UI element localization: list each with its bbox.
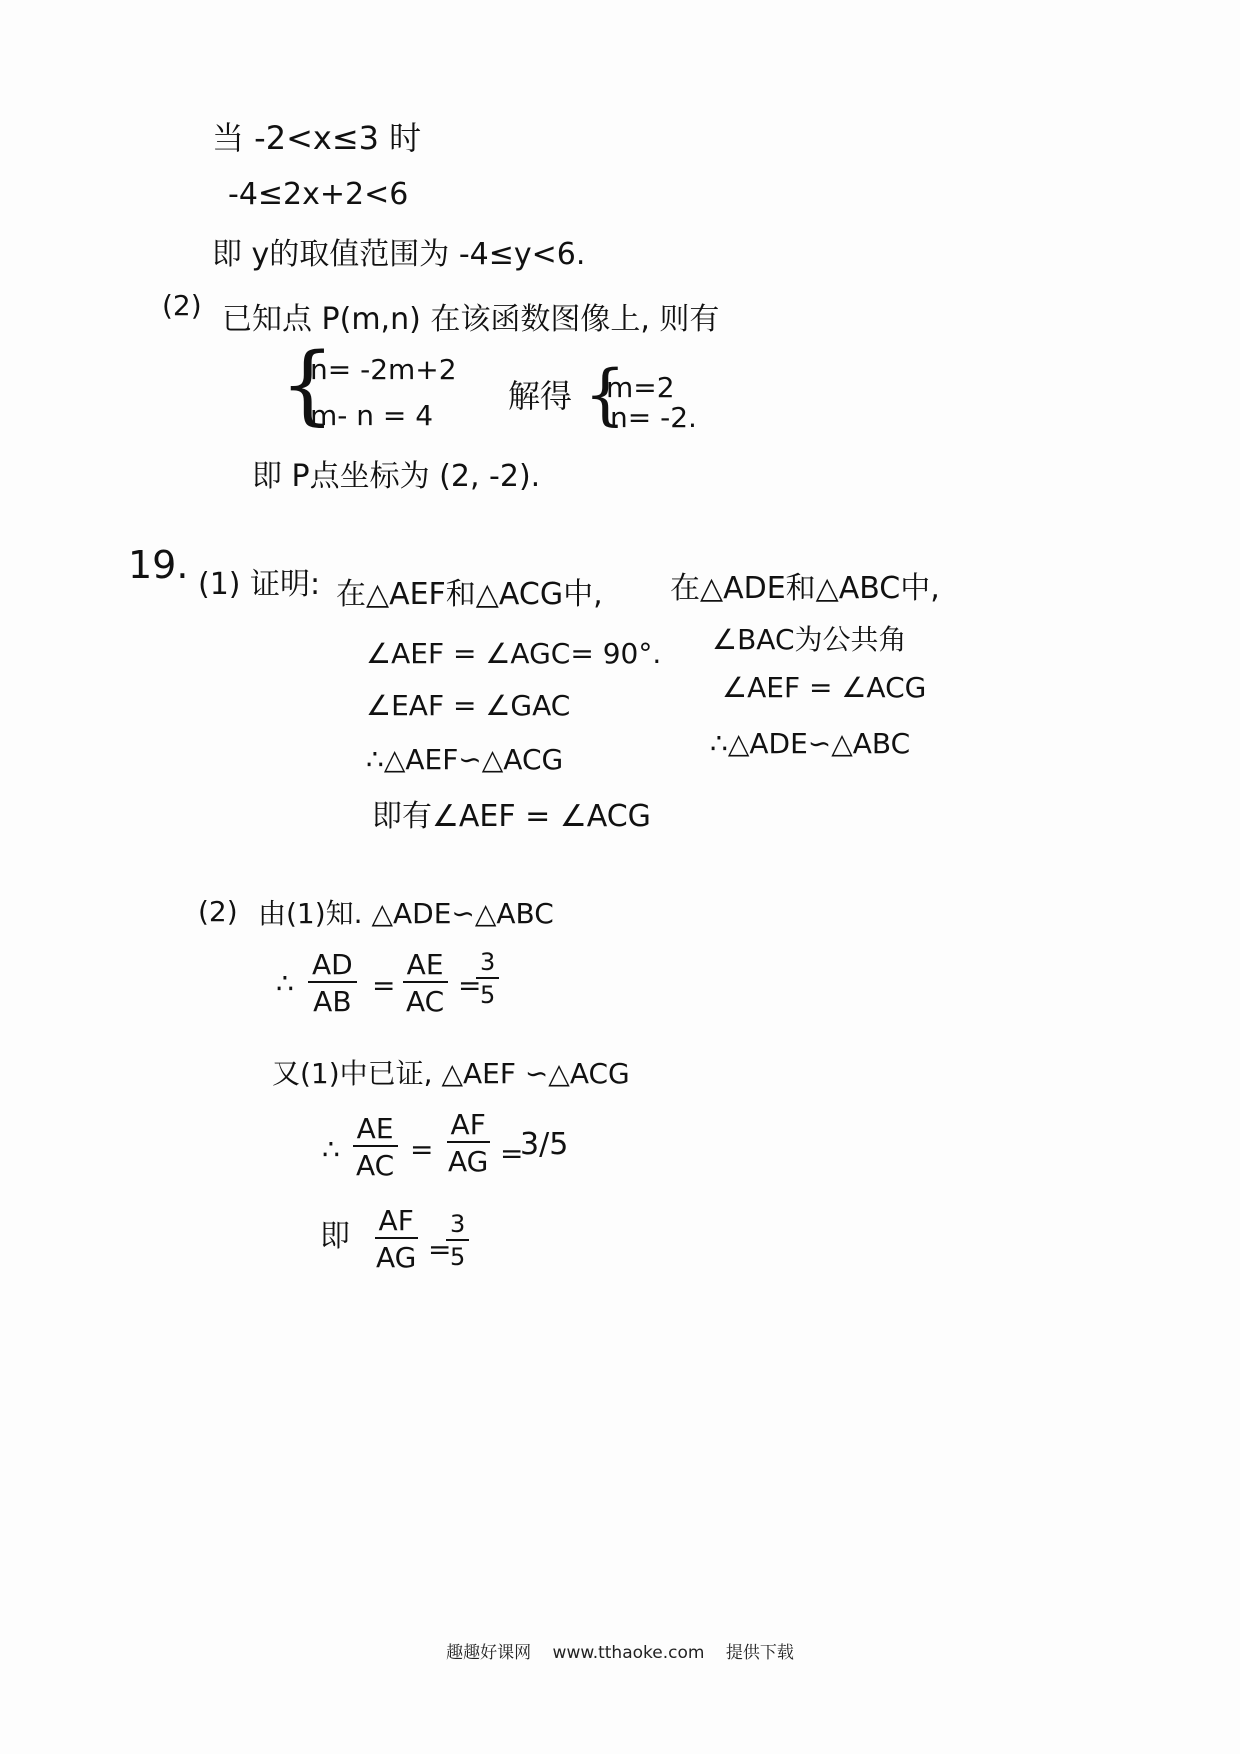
part2-label: (2): [162, 289, 202, 322]
range-conclusion-line: 即 y的取值范围为 -4≤y<6.: [212, 237, 586, 272]
proof-left-line-1: 在△AEF和△ACG中,: [336, 577, 603, 612]
footer-watermark: [0, 1638, 1240, 1663]
fraction-af-ag-final-numerator: AF: [375, 1206, 418, 1239]
fraction-ad-ab-numerator: AD: [308, 950, 357, 983]
slash-three-fifths: 3/5: [520, 1127, 569, 1162]
footer-note: 提供下载: [725, 1643, 794, 1663]
fraction-af-ag: [444, 1110, 492, 1177]
solution-brace: {: [584, 356, 626, 433]
fraction-three-fifths-final: [446, 1212, 469, 1270]
q19-part2-line1: 由(1)知. △ADE∽△ABC: [258, 897, 554, 930]
fraction-three-fifths: [476, 950, 499, 1008]
proof-left-line-5: 即有∠AEF = ∠ACG: [372, 799, 651, 834]
fraction-ae-ac-second: [352, 1114, 398, 1181]
inequality-line: -4≤2x+2<6: [228, 177, 409, 212]
fraction-ad-ab: [308, 950, 357, 1017]
equals-sign: =: [372, 969, 396, 1002]
proof-right-line-2: ∠BAC为公共角: [712, 623, 907, 656]
equals-sign: =: [458, 969, 482, 1002]
system-equation-2: m- n = 4: [310, 399, 434, 432]
question-number: 19.: [128, 543, 189, 587]
part2-statement: 已知点 P(m,n) 在该函数图像上, 则有: [222, 302, 720, 337]
proof-label: (1) 证明:: [198, 567, 321, 602]
fraction-af-ag-denominator: AG: [448, 1145, 489, 1179]
system-brace-left: {: [280, 335, 335, 435]
equals-sign: =: [410, 1133, 434, 1166]
q19-part2-line2: 又(1)中已证, △AEF ∽△ACG: [272, 1057, 630, 1090]
q19-part2-label: (2): [198, 895, 238, 928]
footer-url: www.tthaoke.com: [552, 1643, 705, 1663]
fraction-ad-ab-denominator: AB: [313, 985, 352, 1019]
fraction-three-fifths-numerator: 3: [476, 950, 499, 979]
fraction-ae-ac-denominator: AC: [406, 985, 445, 1019]
therefore-symbol-2: ∴: [322, 1133, 340, 1166]
proof-right-line-1: 在△ADE和△ABC中,: [670, 571, 940, 606]
fraction-three-fifths-final-numerator: 3: [446, 1212, 469, 1241]
fraction-ae-ac-second-denominator: AC: [356, 1149, 395, 1183]
proof-right-line-3: ∠AEF = ∠ACG: [722, 671, 927, 704]
equals-sign: =: [500, 1137, 524, 1170]
proof-left-line-2: ∠AEF = ∠AGC= 90°.: [366, 637, 662, 670]
proof-left-line-3: ∠EAF = ∠GAC: [366, 689, 571, 722]
fraction-ae-ac-numerator: AE: [403, 950, 448, 983]
point-conclusion: 即 P点坐标为 (2, -2).: [252, 459, 541, 494]
footer-site: 趣趣好课网: [446, 1643, 532, 1663]
proof-right-line-4: ∴△ADE∽△ABC: [710, 727, 911, 760]
fraction-af-ag-final-denominator: AG: [376, 1241, 417, 1275]
solution-n: n= -2.: [610, 401, 697, 434]
fraction-ae-ac-second-numerator: AE: [353, 1114, 398, 1147]
fraction-three-fifths-denominator: 5: [480, 981, 496, 1010]
fraction-af-ag-final: [372, 1206, 420, 1273]
ji-word: 即: [320, 1219, 350, 1254]
therefore-symbol-1: ∴: [276, 967, 294, 1000]
proof-left-line-4: ∴△AEF∽△ACG: [366, 743, 564, 776]
solve-word: 解得: [508, 377, 573, 415]
range-condition-line: 当 -2<x≤3 时: [212, 119, 422, 157]
system-equation-1: n= -2m+2: [310, 353, 457, 386]
equals-sign: =: [428, 1233, 452, 1266]
fraction-ae-ac: [402, 950, 448, 1017]
fraction-three-fifths-final-denominator: 5: [450, 1243, 466, 1272]
fraction-af-ag-numerator: AF: [447, 1110, 490, 1143]
solution-m: m=2: [606, 371, 675, 404]
